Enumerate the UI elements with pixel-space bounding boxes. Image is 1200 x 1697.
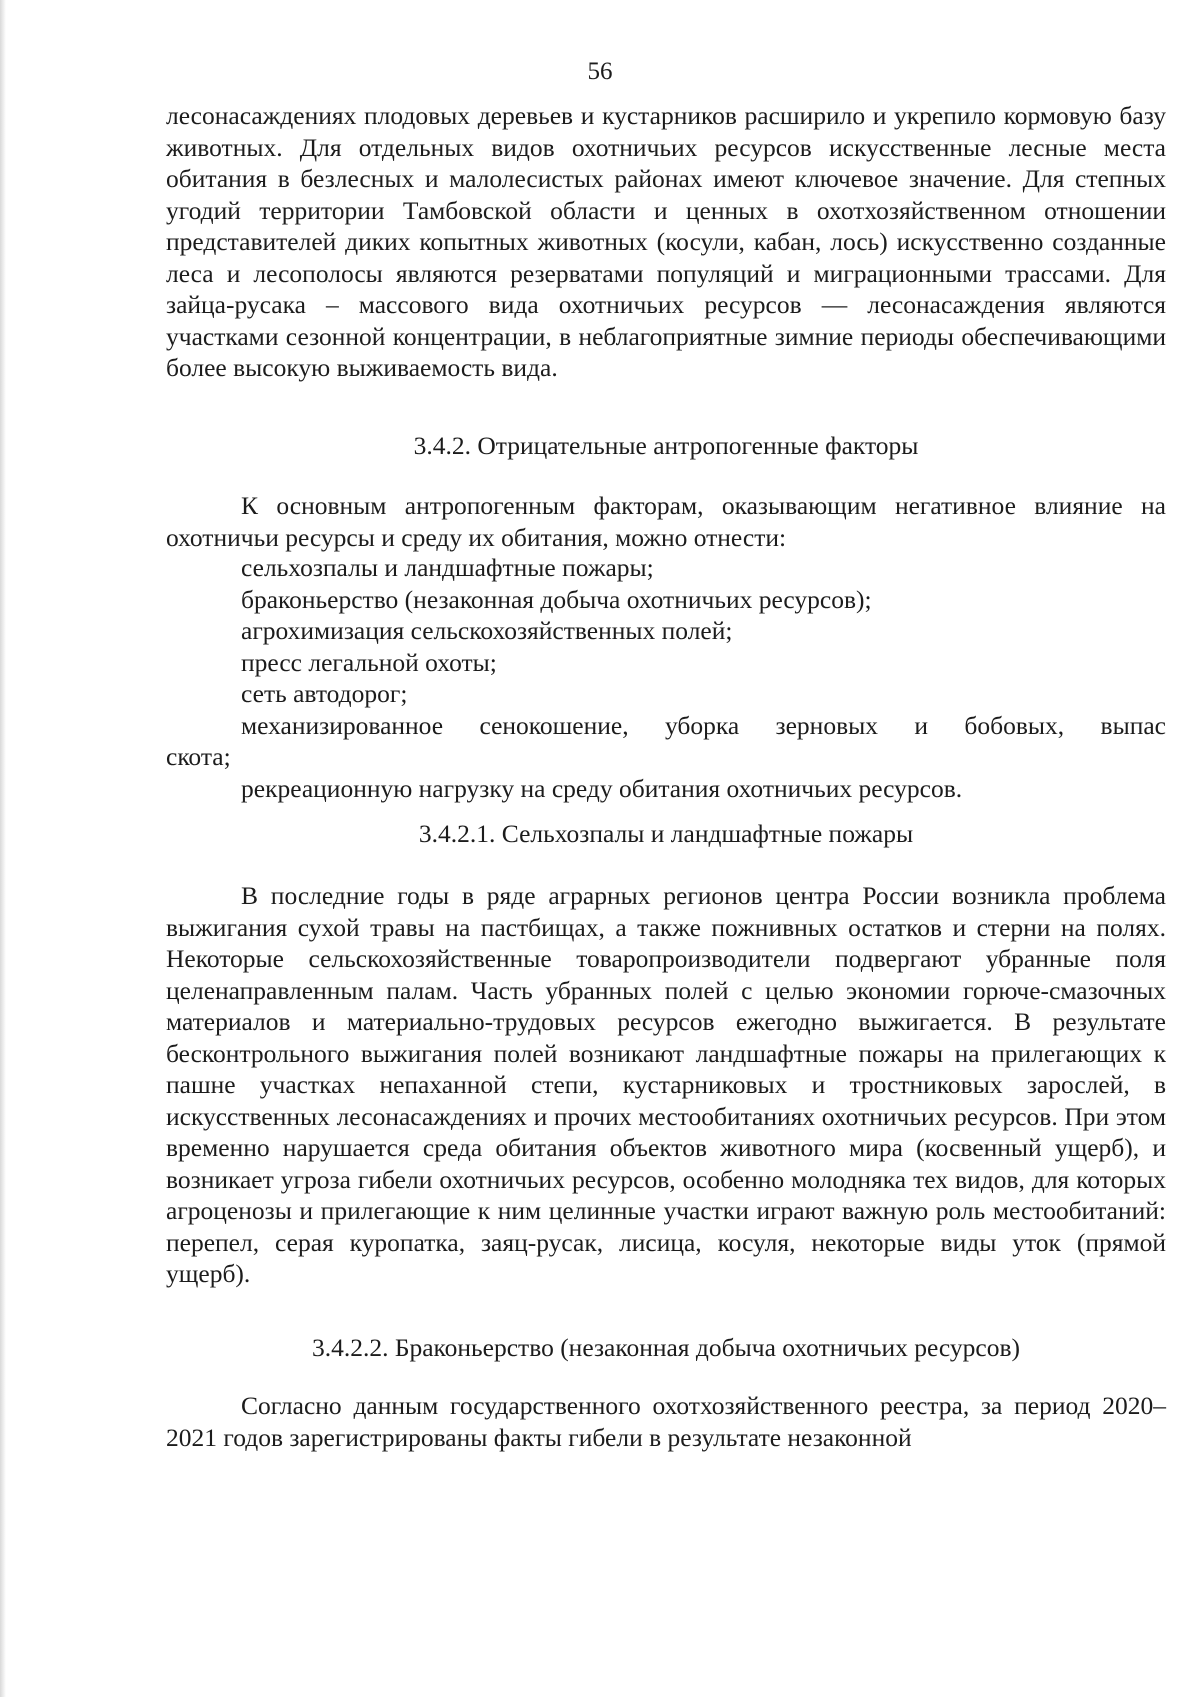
section-heading-3-4-2-1: 3.4.2.1. Сельхозпалы и ландшафтные пожары xyxy=(418,819,914,848)
list-item: агрохимизация сельскохозяйственных полей; xyxy=(241,616,733,645)
paragraph-intro-text: лесонасаждениях плодовых деревьев и кустарников расширило и укрепило кормовую базу животных. Для отдельных видов охотничьих ресурсов искусственные лесные места обитания в безлесных и малолесистых районах имеют ключевое значение. Для степных угодий территории Тамбовской области и ценных в охотхозяйственном отношении представителей диких копытных животных (косули, кабан, лось) искусственно созданные леса и лесополосы являются резерватами популяций и миграционными трассами. Для зайца-русака – массового вида охотничьих ресурсов — лесонасаждения являются участками сезонной концентрации, в неблагоприятные зимние периоды обеспечивающими более высокую выживаемость вида. xyxy=(166,101,1166,382)
factors-list xyxy=(166,552,1166,804)
section-heading-3-4-2: 3.4.2. Отрицательные антропогенные факторы xyxy=(413,431,919,460)
page-number: 56 xyxy=(587,58,613,85)
section-3-4-2-intro-text: К основным антропогенным факторам, оказывающим негативное влияние на охотничьи ресурсы и среду их обитания, можно отнести: xyxy=(166,491,1166,552)
section-3-4-2-1-body xyxy=(166,880,1166,1290)
list-item: механизированное сенокошение, уборка зерновых и бобовых, выпас xyxy=(241,710,1166,740)
list-item-continuation: скота; xyxy=(166,742,231,771)
section-3-4-2-2-text: Согласно данным государственного охотхозяйственного реестра, за период 2020–2021 годов зарегистрированы факты гибели в результате незаконной xyxy=(166,1391,1166,1452)
list-item: рекреационную нагрузку на среду обитания охотничьих ресурсов. xyxy=(241,773,963,803)
section-heading-3-4-2-2: 3.4.2.2. Браконьерство (незаконная добыча охотничьих ресурсов) xyxy=(311,1333,1021,1362)
section-3-4-2-2-body xyxy=(166,1390,1166,1453)
list-item: браконьерство (незаконная добыча охотничьих ресурсов); xyxy=(241,584,872,614)
list-item: сеть автодорог; xyxy=(241,679,408,708)
scan-edge-shadow xyxy=(0,0,6,1697)
section-3-4-2-intro xyxy=(166,490,1166,553)
list-item: пресс легальной охоты; xyxy=(241,647,497,677)
list-item: сельхозпалы и ландшафтные пожары; xyxy=(241,553,654,582)
paragraph-intro xyxy=(166,100,1166,384)
section-3-4-2-1-text: В последние годы в ряде аграрных регионов центра России возникла проблема выжигания сухой травы на пастбищах, а также пожнивных остатков и стерни на полях. Некоторые сельскохозяйственные товаропроизводители подвергают убранные поля целенаправленным палам. Часть убранных полей с целью экономии горюче-смазочных материалов и материально-трудовых ресурсов ежегодно выжигается. В результате бесконтрольного выжигания полей возникают ландшафтные пожары на прилегающих к пашне участках непаханной степи, кустарниковых и тростниковых зарослей, в искусственных лесонасаждениях и прочих местообитаниях охотничьих ресурсов. При этом временно нарушается среда обитания объектов животного мира (косвенный ущерб), и возникает угроза гибели охотничьих ресурсов, особенно молодняка тех видов, для которых агроценозы и прилегающие к ним целинные участки играют важную роль местообитаний: перепел, серая куропатка, заяц-русак, лисица, косуля, некоторые виды уток (прямой ущерб). xyxy=(166,881,1166,1288)
